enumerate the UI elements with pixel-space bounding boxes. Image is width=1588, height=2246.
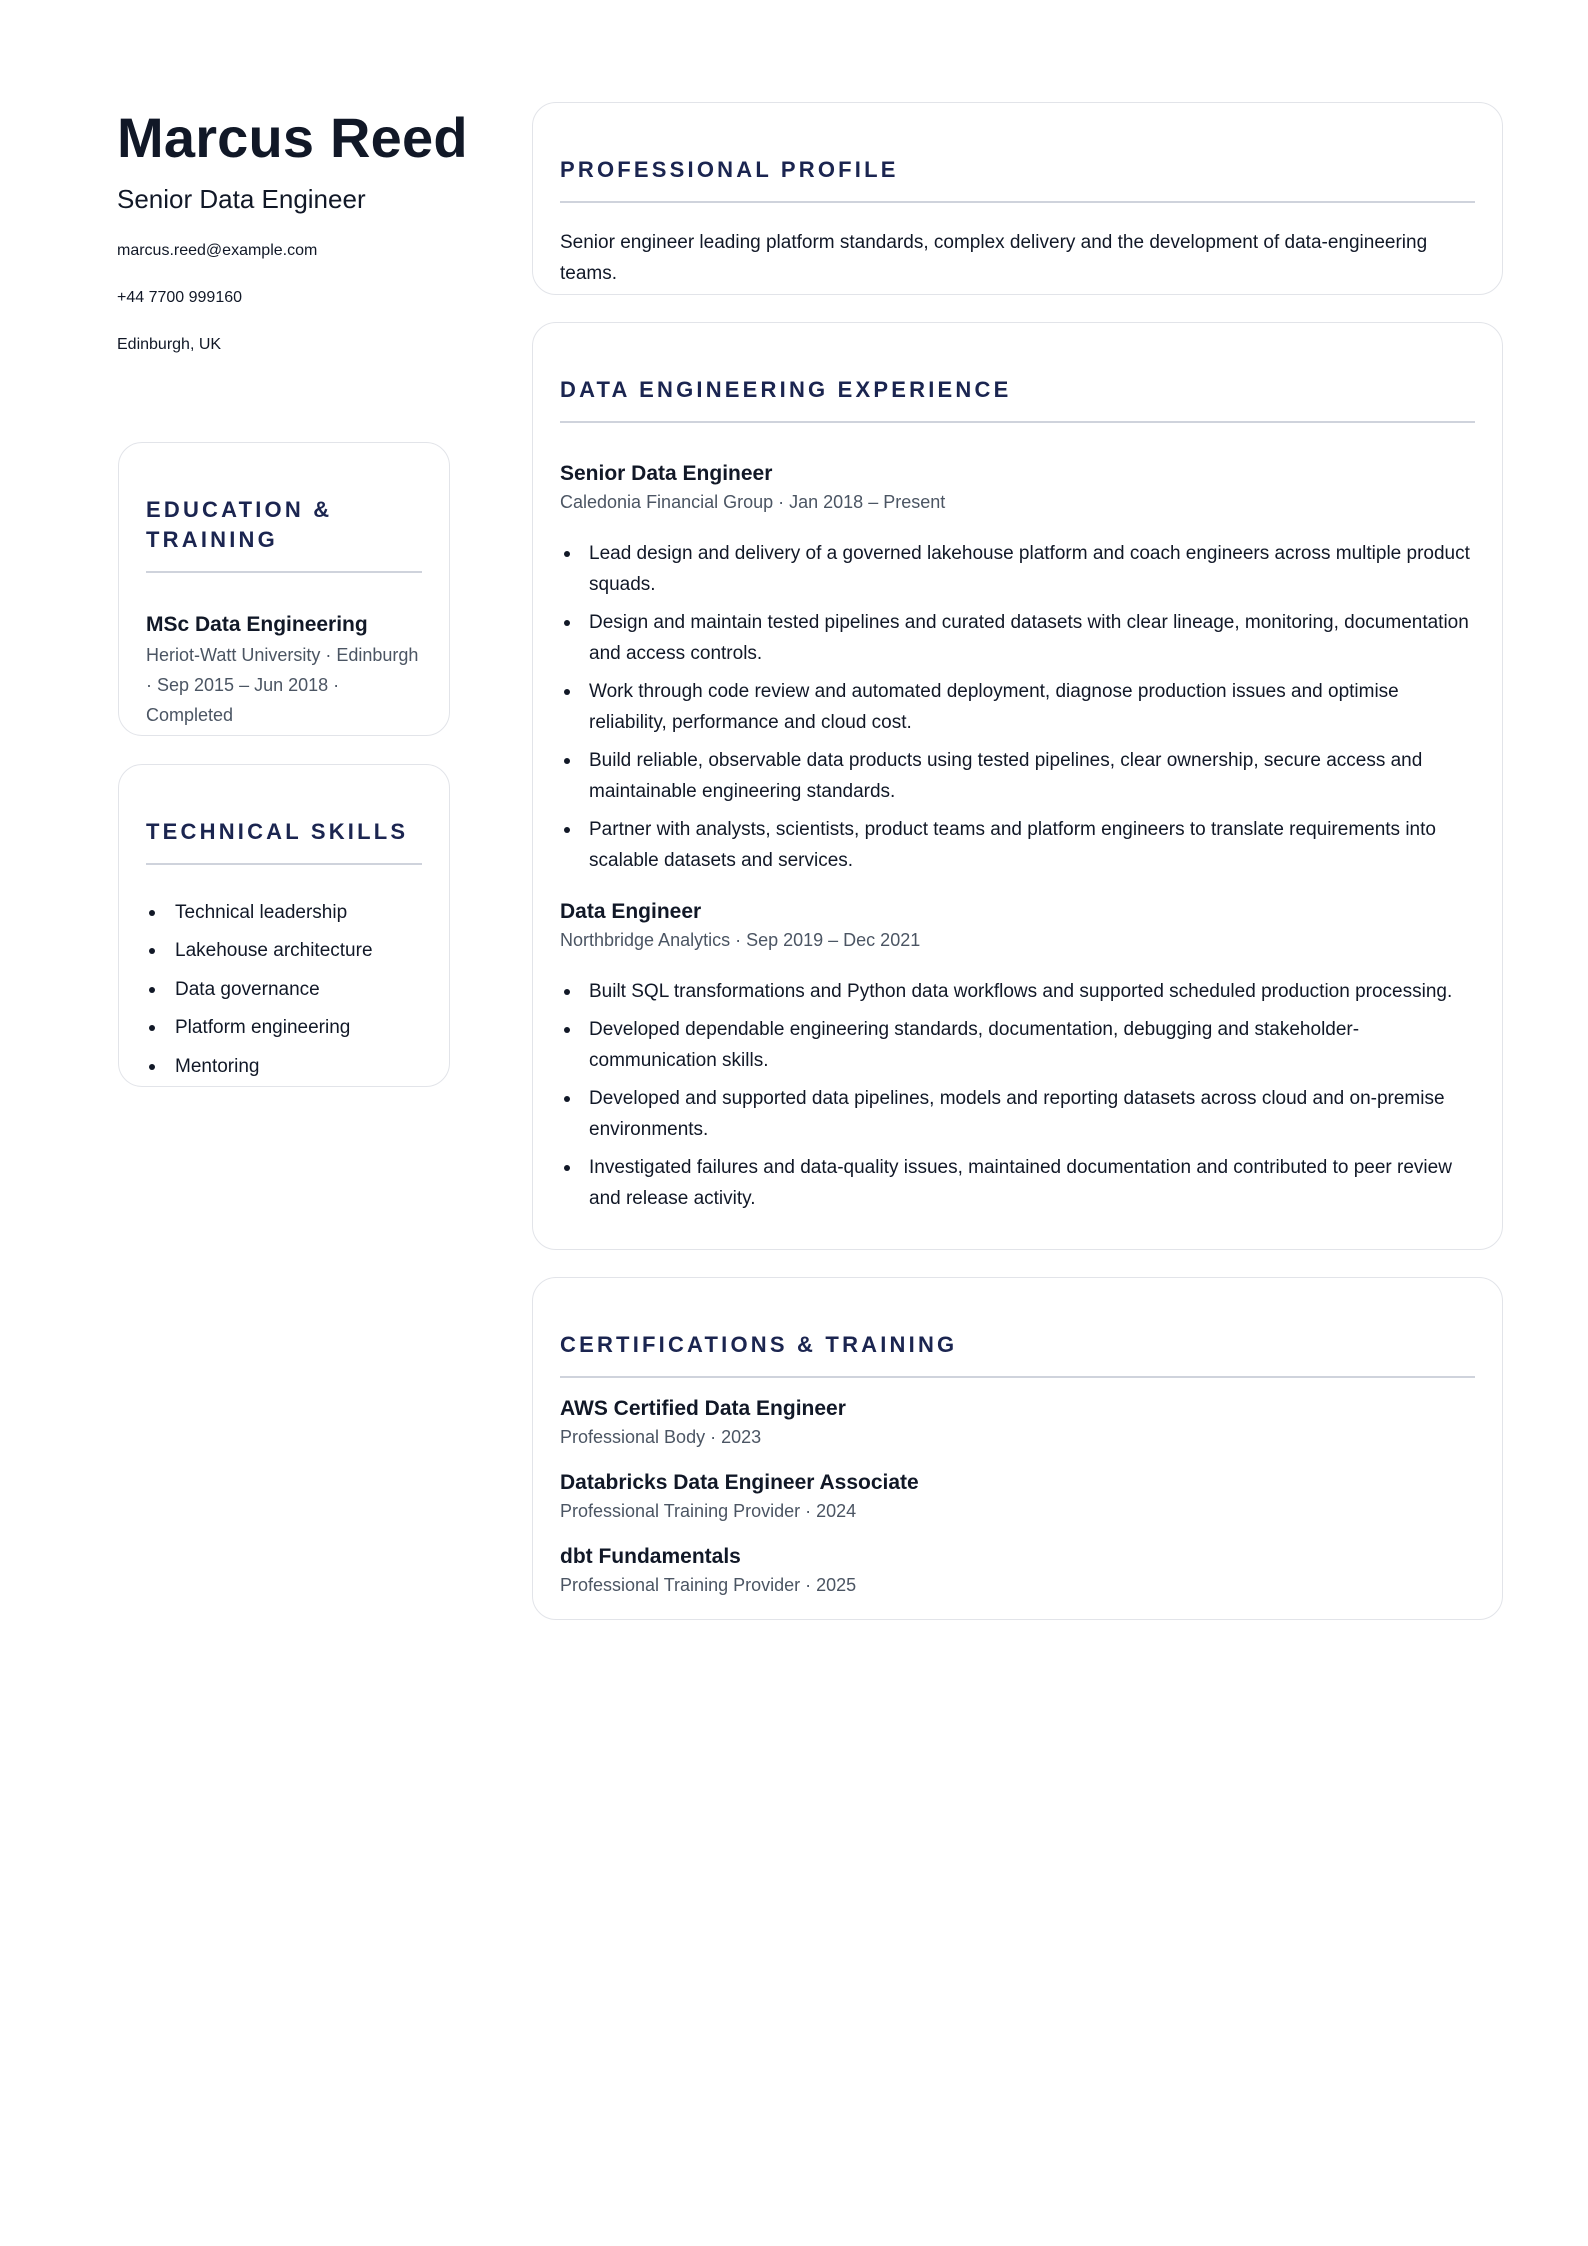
skill-item: Data governance <box>146 977 422 1003</box>
job-title: Senior Data Engineer <box>560 461 773 485</box>
skill-item: Platform engineering <box>146 1015 422 1041</box>
skill-item: Technical leadership <box>146 900 422 926</box>
skill-item: Mentoring <box>146 1054 422 1080</box>
certifications-heading: CERTIFICATIONS & TRAINING <box>560 1332 958 1357</box>
candidate-title: Senior Data Engineer <box>117 184 366 214</box>
skills-card <box>118 764 450 1087</box>
job-bullet: Developed and supported data pipelines, models and reporting datasets across cloud and on-premise environments. <box>560 1083 1475 1145</box>
profile-summary: Senior engineer leading platform standards, complex delivery and the development of data-engineering teams. <box>560 231 1428 284</box>
experience-card <box>532 322 1503 1250</box>
job-bullets <box>560 976 1475 1214</box>
job-bullet: Partner with analysts, scientists, product teams and platform engineers to translate requirements into scalable datasets and services. <box>560 814 1475 876</box>
profile-heading: PROFESSIONAL PROFILE <box>560 157 899 182</box>
job-meta: Caledonia Financial Group · Jan 2018 – Present <box>560 491 946 512</box>
certification-meta: Professional Training Provider · 2024 <box>560 1500 857 1521</box>
degree-title: MSc Data Engineering <box>146 612 368 636</box>
certification-meta: Professional Body · 2023 <box>560 1426 762 1447</box>
certifications-divider <box>560 1376 1475 1378</box>
experience-heading: DATA ENGINEERING EXPERIENCE <box>560 377 1012 402</box>
certification-title: dbt Fundamentals <box>560 1544 741 1568</box>
certifications-card <box>532 1277 1503 1620</box>
email-text: marcus.reed@example.com <box>117 242 318 259</box>
certification-meta: Professional Training Provider · 2025 <box>560 1574 857 1595</box>
job-bullet: Design and maintain tested pipelines and curated datasets with clear lineage, monitoring, documentation and access controls. <box>560 607 1475 669</box>
job-bullet: Build reliable, observable data products using tested pipelines, clear ownership, secure access and maintainable engineering standards. <box>560 745 1475 807</box>
certification-title: Databricks Data Engineer Associate <box>560 1470 919 1494</box>
location-text: Edinburgh, UK <box>117 336 222 353</box>
job-bullet: Developed dependable engineering standards, documentation, debugging and stakeholder-communication skills. <box>560 1014 1475 1076</box>
education-divider <box>146 571 422 573</box>
education-heading: EDUCATION & TRAINING <box>146 497 333 552</box>
job-bullet: Investigated failures and data-quality issues, maintained documentation and contributed to peer review and release activity. <box>560 1152 1475 1214</box>
job-bullet: Work through code review and automated deployment, diagnose production issues and optimise reliability, performance and cloud cost. <box>560 676 1475 738</box>
skill-item: Lakehouse architecture <box>146 938 422 964</box>
profile-card <box>532 102 1503 295</box>
education-card <box>118 442 450 736</box>
contact-header <box>117 104 468 357</box>
certification-title: AWS Certified Data Engineer <box>560 1396 846 1420</box>
skills-heading: TECHNICAL SKILLS <box>146 819 409 844</box>
degree-details: Heriot-Watt University · Edinburgh · Sep 2015 – Jun 2018 · Completed <box>146 644 419 725</box>
job-meta: Northbridge Analytics · Sep 2019 – Dec 2021 <box>560 929 921 950</box>
candidate-name: Marcus Reed <box>117 106 468 169</box>
skills-divider <box>146 863 422 865</box>
skills-list <box>146 900 422 1080</box>
job-bullets <box>560 538 1475 876</box>
phone-text: +44 7700 999160 <box>117 289 243 306</box>
job-title: Data Engineer <box>560 899 702 923</box>
job-bullet: Built SQL transformations and Python data workflows and supported scheduled production processing. <box>560 976 1475 1007</box>
experience-divider <box>560 421 1475 423</box>
profile-divider <box>560 201 1475 203</box>
job-bullet: Lead design and delivery of a governed lakehouse platform and coach engineers across multiple product squads. <box>560 538 1475 600</box>
